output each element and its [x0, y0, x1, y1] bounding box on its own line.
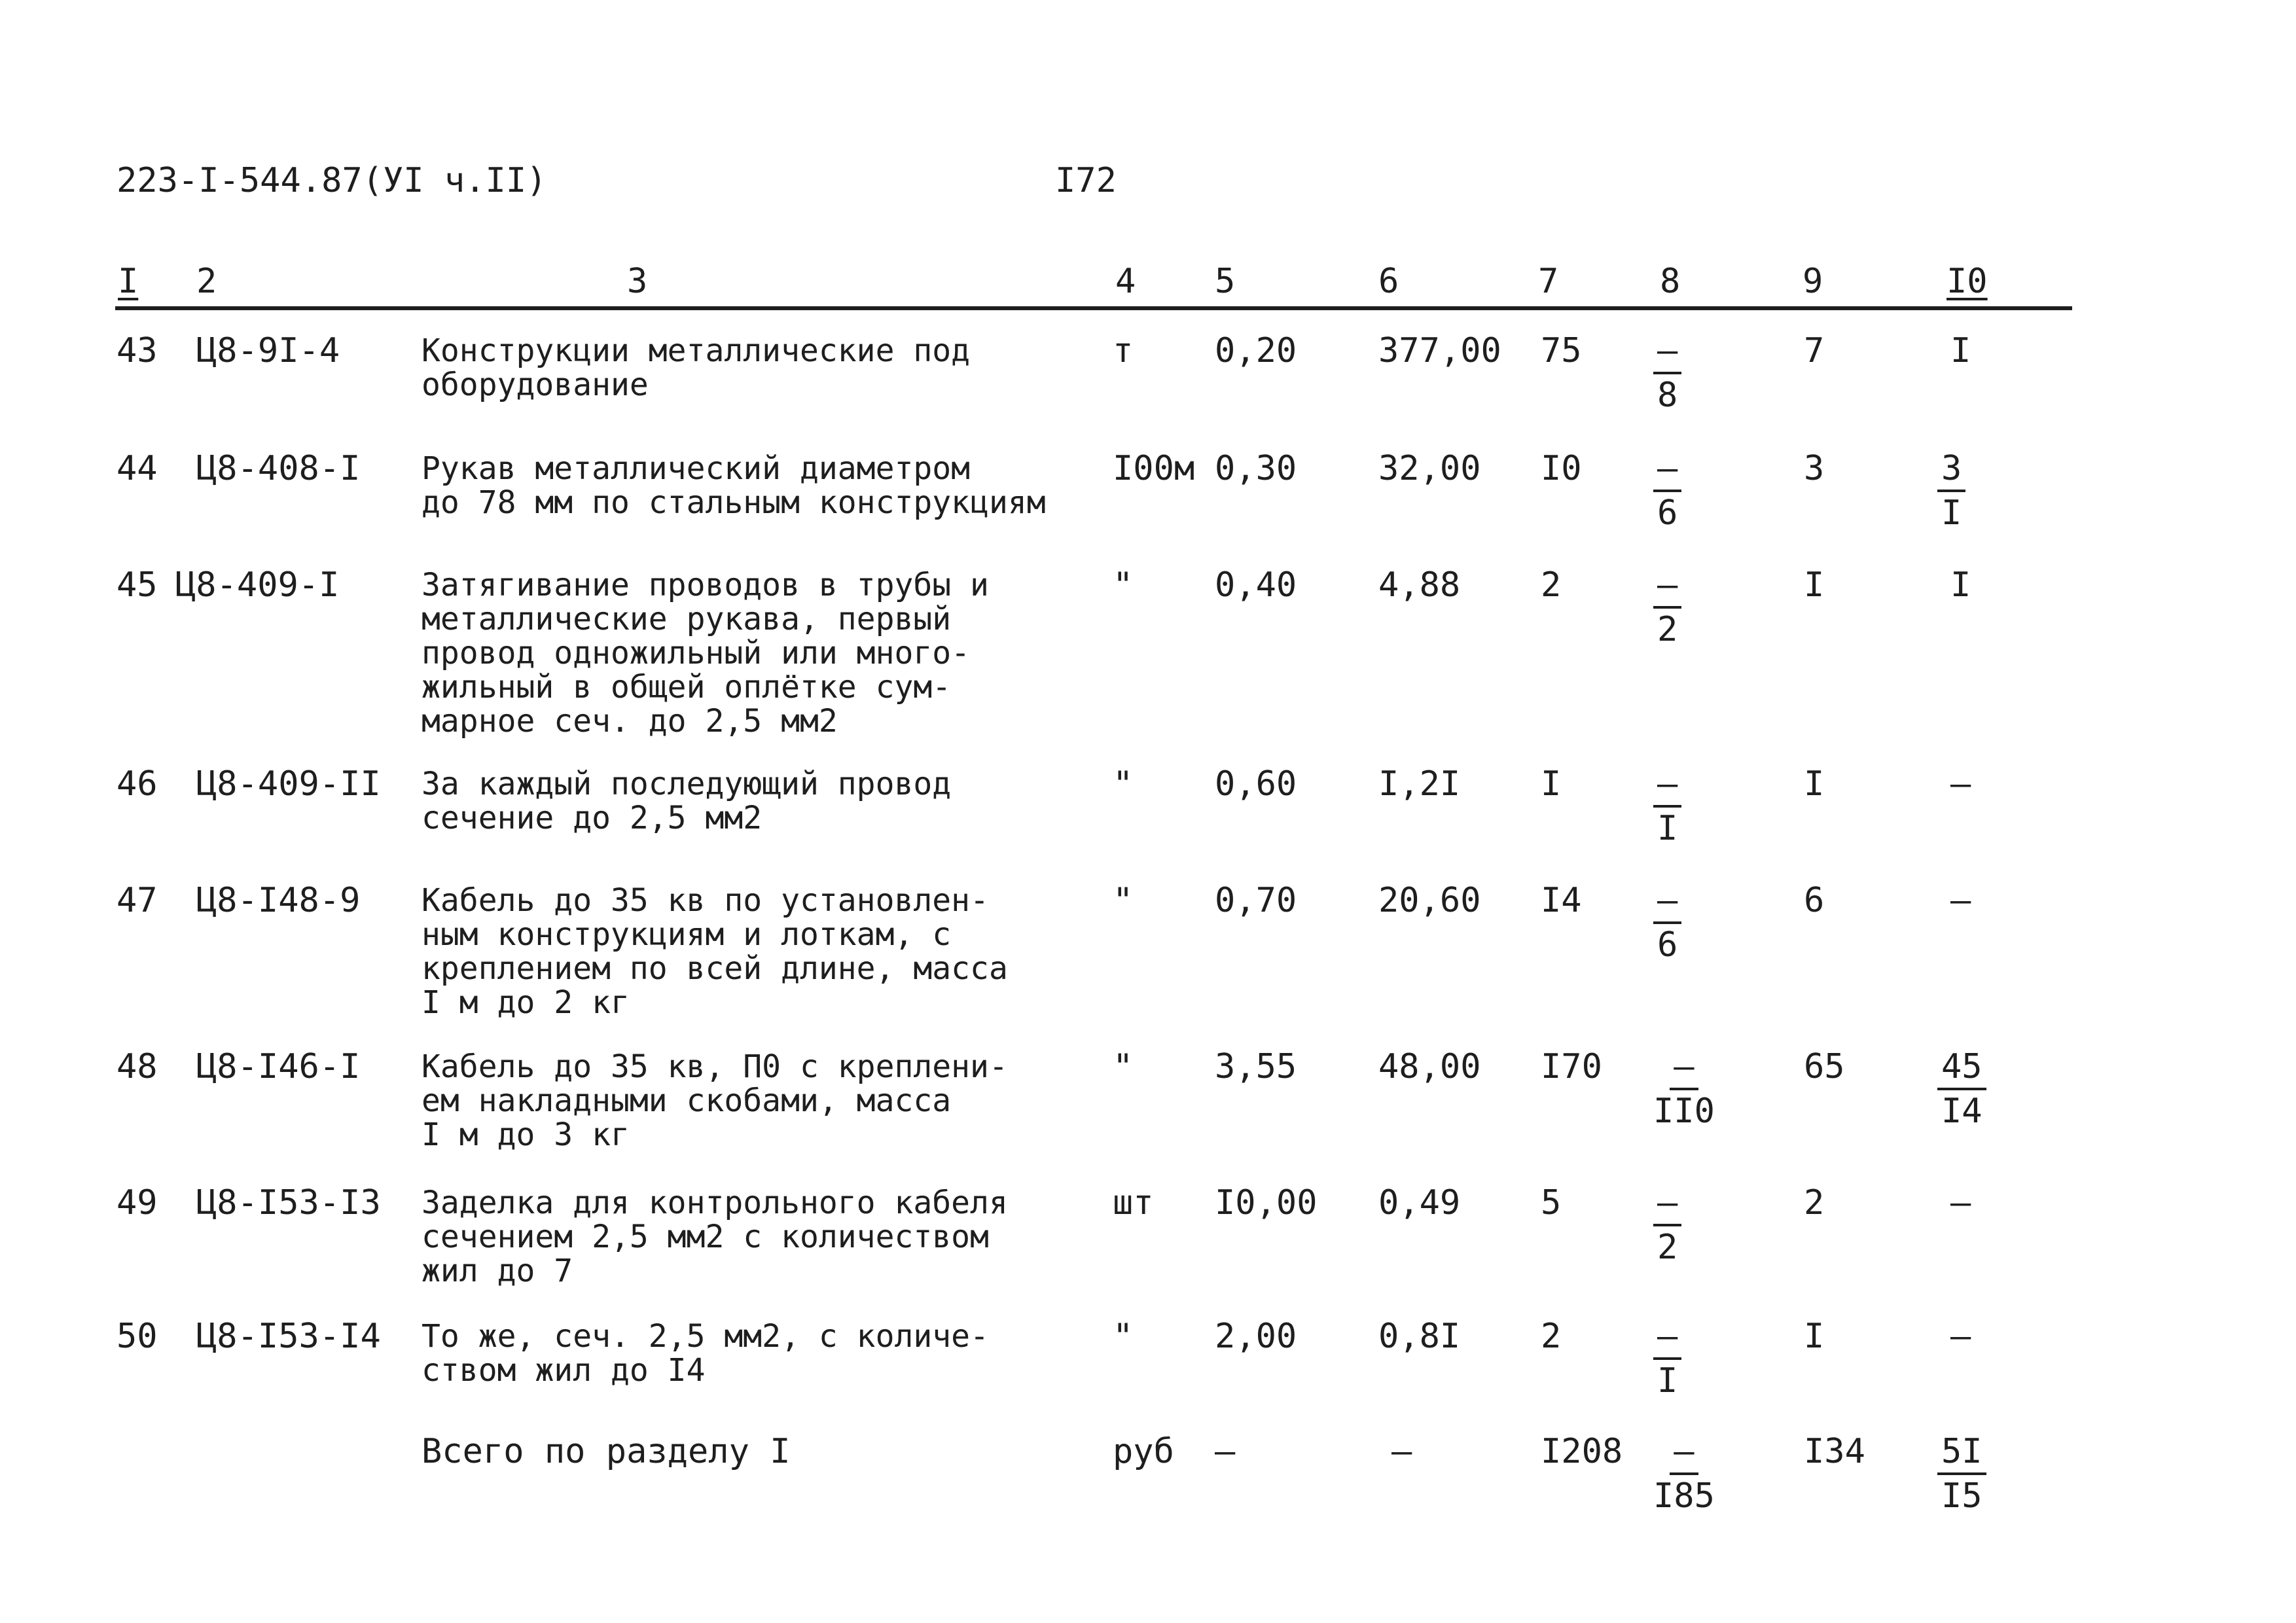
- unit: т: [1113, 331, 1134, 370]
- total-fraction-col8-denominator: I85: [1653, 1476, 1715, 1516]
- unit: ": [1113, 881, 1134, 920]
- quantity: 3,55: [1215, 1047, 1297, 1086]
- cost-col9: I: [1804, 764, 1825, 804]
- rate-code: Ц8-I48-9: [196, 881, 361, 920]
- row-number: 48: [117, 1047, 158, 1086]
- unit-price: 32,00: [1378, 449, 1481, 488]
- cost-fraction-col10-numerator: 45: [1937, 1050, 1986, 1090]
- cost-fraction-col10: [1937, 449, 1965, 533]
- cost-col9: 2: [1804, 1183, 1825, 1222]
- column-header-1: I: [118, 262, 139, 301]
- cost-fraction-col8: [1653, 1183, 1681, 1267]
- column-header-10: I0: [1946, 262, 1988, 301]
- column-header-6: 6: [1378, 262, 1399, 301]
- work-description: Кабель до 35 кв по установлен- ным конструкциям и лоткам, с креплением по всей длине, масса I м до 2 кг: [422, 882, 1008, 1021]
- cost-col9: I: [1804, 565, 1825, 605]
- unit-price: 0,8I: [1378, 1317, 1461, 1356]
- cost-col10: –: [1950, 1183, 1971, 1222]
- cost-fraction-col8: [1653, 881, 1681, 965]
- unit: I00м: [1113, 449, 1195, 488]
- cost-fraction-col8-denominator: II0: [1653, 1092, 1715, 1131]
- cost-fraction-col8-numerator: –: [1653, 1186, 1681, 1226]
- cost-fraction-col8-numerator: –: [1653, 1319, 1681, 1360]
- cost-col9: I: [1804, 1317, 1825, 1356]
- cost-fraction-col8-denominator: 2: [1657, 610, 1678, 649]
- cost-total: I: [1541, 764, 1562, 804]
- total-fraction-col10-numerator: 5I: [1937, 1435, 1986, 1475]
- rate-code: Ц8-I46-I: [196, 1047, 361, 1086]
- column-header-2: 2: [196, 262, 217, 301]
- cost-total: 2: [1541, 565, 1562, 605]
- total-fraction-col10: [1937, 1432, 1986, 1516]
- cost-fraction-col8-denominator: 6: [1657, 493, 1678, 533]
- quantity: 0,40: [1215, 565, 1297, 605]
- header-rule: [115, 306, 2072, 310]
- cost-fraction-col8-denominator: 6: [1657, 925, 1678, 965]
- cost-col9: 65: [1804, 1047, 1845, 1086]
- cost-fraction-col8-denominator: I: [1657, 809, 1678, 848]
- row-number: 50: [117, 1317, 158, 1356]
- cost-total: 5: [1541, 1183, 1562, 1222]
- cost-total: 2: [1541, 1317, 1562, 1356]
- unit: ": [1113, 764, 1134, 804]
- column-header-4: 4: [1115, 262, 1136, 301]
- cost-total: I4: [1541, 881, 1582, 920]
- page-number: I72: [1055, 161, 1117, 200]
- unit-price: I,2I: [1378, 764, 1461, 804]
- cost-col9: 6: [1804, 881, 1825, 920]
- total-cost: I208: [1541, 1432, 1623, 1471]
- cost-fraction-col8: [1653, 1047, 1715, 1131]
- quantity: 0,70: [1215, 881, 1297, 920]
- row-number: 46: [117, 764, 158, 804]
- unit-price: 0,49: [1378, 1183, 1461, 1222]
- total-col9: I34: [1804, 1432, 1865, 1471]
- work-description: Конструкции металлические под оборудование: [422, 332, 971, 403]
- quantity: 2,00: [1215, 1317, 1297, 1356]
- work-description: Заделка для контрольного кабеля сечением 2,5 мм2 с количеством жил до 7: [422, 1185, 1008, 1289]
- cost-total: 75: [1541, 331, 1582, 370]
- cost-col9: 7: [1804, 331, 1825, 370]
- cost-fraction-col8: [1653, 565, 1681, 649]
- work-description: Затягивание проводов в трубы и металлические рукава, первый провод одножильный или много- жильный в общей оплётке сум- марное сеч. до 2,5 мм2: [422, 567, 989, 740]
- unit-price: 377,00: [1378, 331, 1501, 370]
- total-quantity: –: [1215, 1432, 1236, 1471]
- total-fraction-col8-numerator: –: [1670, 1435, 1698, 1475]
- unit-price: 4,88: [1378, 565, 1461, 605]
- cost-fraction-col8: [1653, 449, 1681, 533]
- rate-code: Ц8-I53-I3: [196, 1183, 381, 1222]
- unit-price: 48,00: [1378, 1047, 1481, 1086]
- cost-col10: I: [1950, 331, 1971, 370]
- row-number: 43: [117, 331, 158, 370]
- cost-fraction-col8: [1653, 331, 1681, 415]
- rate-code: Ц8-409-II: [196, 764, 381, 804]
- quantity: 0,60: [1215, 764, 1297, 804]
- unit: ": [1113, 565, 1134, 605]
- cost-fraction-col8: [1653, 764, 1681, 848]
- work-description: Рукав металлический диаметром до 78 мм по стальным конструкциям: [422, 450, 1046, 521]
- cost-fraction-col8-numerator: –: [1653, 568, 1681, 609]
- cost-col10: –: [1950, 881, 1971, 920]
- total-price: –: [1391, 1432, 1412, 1471]
- cost-fraction-col8: [1653, 1319, 1681, 1398]
- unit: шт: [1113, 1183, 1154, 1222]
- total-fraction-col10-denominator: I5: [1941, 1476, 1982, 1516]
- work-description: То же, сеч. 2,5 мм2, с количе- ством жил до I4: [422, 1318, 989, 1389]
- column-header-7: 7: [1538, 262, 1559, 301]
- column-header-9: 9: [1803, 262, 1823, 301]
- cost-fraction-col8-denominator: 2: [1657, 1228, 1678, 1267]
- rate-code: Ц8-9I-4: [196, 331, 340, 370]
- cost-col10: I: [1950, 565, 1971, 605]
- rate-code: Ц8-I53-I4: [196, 1317, 381, 1356]
- cost-total: I0: [1541, 449, 1582, 488]
- quantity: I0,00: [1215, 1183, 1318, 1222]
- row-number: 45: [117, 565, 158, 605]
- document-code: 223-I-544.87(УI ч.II): [117, 161, 547, 200]
- total-unit: руб: [1113, 1432, 1174, 1471]
- cost-col9: 3: [1804, 449, 1825, 488]
- work-description: Кабель до 35 кв, П0 с креплени- ем накладными скобами, масса I м до 3 кг: [422, 1048, 1008, 1153]
- column-header-8: 8: [1660, 262, 1681, 301]
- unit: ": [1113, 1047, 1134, 1086]
- cost-fraction-col8-numerator: –: [1653, 767, 1681, 808]
- cost-fraction-col10: [1937, 1047, 1986, 1131]
- cost-fraction-col8-numerator: –: [1653, 452, 1681, 492]
- cost-fraction-col8-numerator: –: [1653, 883, 1681, 924]
- cost-fraction-col10-numerator: 3: [1937, 452, 1965, 492]
- total-fraction-col8: [1653, 1432, 1715, 1516]
- cost-fraction-col10-denominator: I: [1941, 493, 1962, 533]
- work-description: За каждый последующий провод сечение до 2,5 мм2: [422, 766, 952, 836]
- total-label: Всего по разделу I: [422, 1432, 791, 1471]
- column-header-3: 3: [627, 262, 648, 301]
- row-number: 49: [117, 1183, 158, 1222]
- cost-col10: –: [1950, 1317, 1971, 1356]
- cost-total: I70: [1541, 1047, 1602, 1086]
- quantity: 0,30: [1215, 449, 1297, 488]
- cost-fraction-col8-denominator: 8: [1657, 376, 1678, 415]
- cost-fraction-col8-denominator: I: [1657, 1361, 1678, 1400]
- cost-col10: –: [1950, 764, 1971, 804]
- cost-fraction-col8-numerator: –: [1670, 1050, 1698, 1090]
- row-number: 44: [117, 449, 158, 488]
- quantity: 0,20: [1215, 331, 1297, 370]
- rate-code: Ц8-409-I: [175, 565, 340, 605]
- row-number: 47: [117, 881, 158, 920]
- cost-fraction-col8-numerator: –: [1653, 334, 1681, 374]
- unit-price: 20,60: [1378, 881, 1481, 920]
- column-header-5: 5: [1215, 262, 1236, 301]
- rate-code: Ц8-408-I: [196, 449, 361, 488]
- unit: ": [1113, 1317, 1134, 1356]
- cost-fraction-col10-denominator: I4: [1941, 1092, 1982, 1131]
